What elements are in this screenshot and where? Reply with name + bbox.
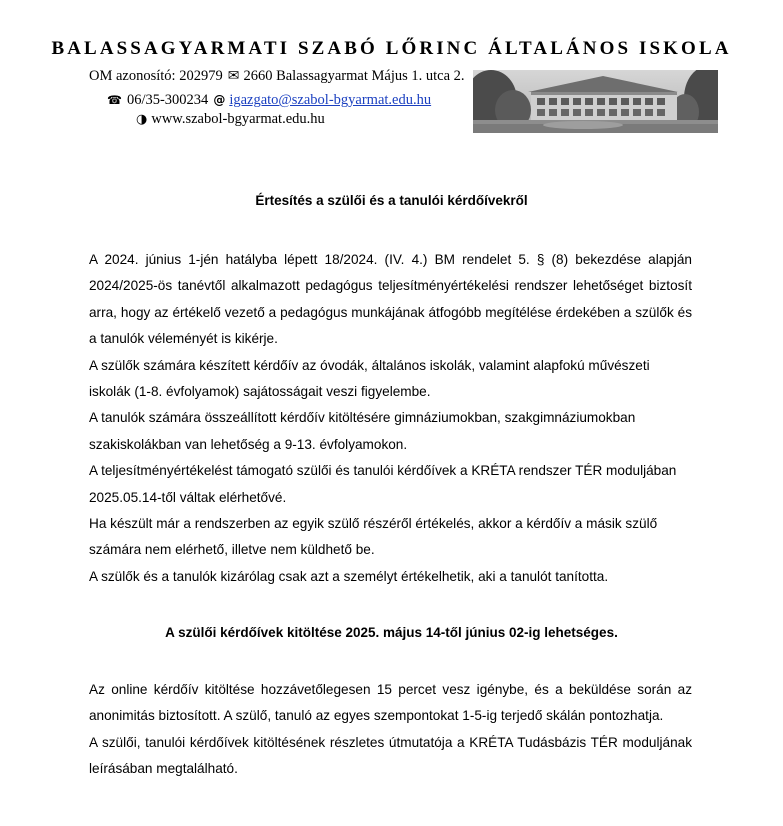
notice-body	[89, 247, 692, 590]
notice-title: Értesítés a szülői és a tanulói kérdőívekről	[255, 193, 528, 208]
website-url: www.szabol-bgyarmat.edu.hu	[151, 111, 325, 127]
contact-line	[107, 91, 431, 109]
at-icon: @	[213, 93, 226, 107]
envelope-icon: ✉	[227, 68, 240, 84]
paragraph-guide-reference: A szülői, tanulói kérdőívek kitöltésének részletes útmutatója a KRÉTA Tudásbázis TÉR moduljának leírásában megtalálható.	[89, 734, 692, 777]
paragraph-one-parent-rule: Ha készült már a rendszerben az egyik szülő részéről értékelés, akkor a kérdőív a másik szülő számára nem elérhető, illetve nem küldhető be.	[89, 516, 658, 558]
phone-icon: ☎	[107, 93, 122, 107]
paragraph-student-questionnaire: A tanulók számára összeállított kérdőív kitöltésére gimnáziumokban, szakgimnáziumokban szakiskolákban van lehetőség a 9-13. évfolyamokon.	[89, 410, 636, 452]
paragraph-availability: A teljesítményértékelést támogató szülői és tanulói kérdőívek a KRÉTA rendszer TÉR moduljában 2025.05.14-től váltak elérhetővé.	[89, 463, 677, 505]
school-building-photo	[473, 70, 718, 133]
email-link[interactable]: igazgato@szabol-bgyarmat.edu.hu	[229, 92, 432, 108]
om-identifier: OM azonosító: 202979	[89, 68, 223, 84]
closing-body	[89, 677, 692, 783]
paragraph-duration-anonymity: Az online kérdőív kitöltése hozzávetőlegesen 15 percet vesz igénybe, és a beküldése során az anonimitás biztosított. A szülő, tanuló az egyes szempontokat 1-5-ig terjedő skálán pontozhatja.	[89, 682, 692, 724]
phone-number: 06/35-300234	[126, 92, 209, 108]
deadline-notice: A szülői kérdőívek kitöltése 2025. május 14-től június 02-ig lehetséges.	[165, 625, 618, 640]
website-line	[136, 110, 325, 129]
postal-address: 2660 Balassagyarmat Május 1. utca 2.	[243, 68, 465, 84]
paragraph-parent-questionnaire: A szülők számára készített kérdőív az óvodák, általános iskolák, valamint alapfokú művészeti iskolák (1-8. évfolyamok) sajátosságait veszi figyelembe.	[89, 357, 650, 400]
school-name: BALASSAGYARMATI SZABÓ LŐRINC ÁLTALÁNOS ISKOLA	[51, 38, 732, 59]
paragraph-evaluation-scope: A szülők és a tanulók kizárólag csak azt a személyt értékelhetik, aki a tanulót tanította.	[89, 568, 609, 584]
paragraph-legal-basis: A 2024. június 1-jén hatályba lépett 18/2024. (IV. 4.) BM rendelet 5. § (8) bekezdése alapján 2024/2025-ös tanévtől alkalmazott pedagógus teljesítményértékelési rendszer lehetőséget biztosít arra, hogy az értékelő vezető a pedagógus munkájának átfogóbb megítélése érdekében a szülők és a tanulók véleményét is kikérje.	[89, 252, 692, 347]
om-address-line	[89, 67, 465, 85]
web-icon: ◑	[136, 112, 148, 127]
